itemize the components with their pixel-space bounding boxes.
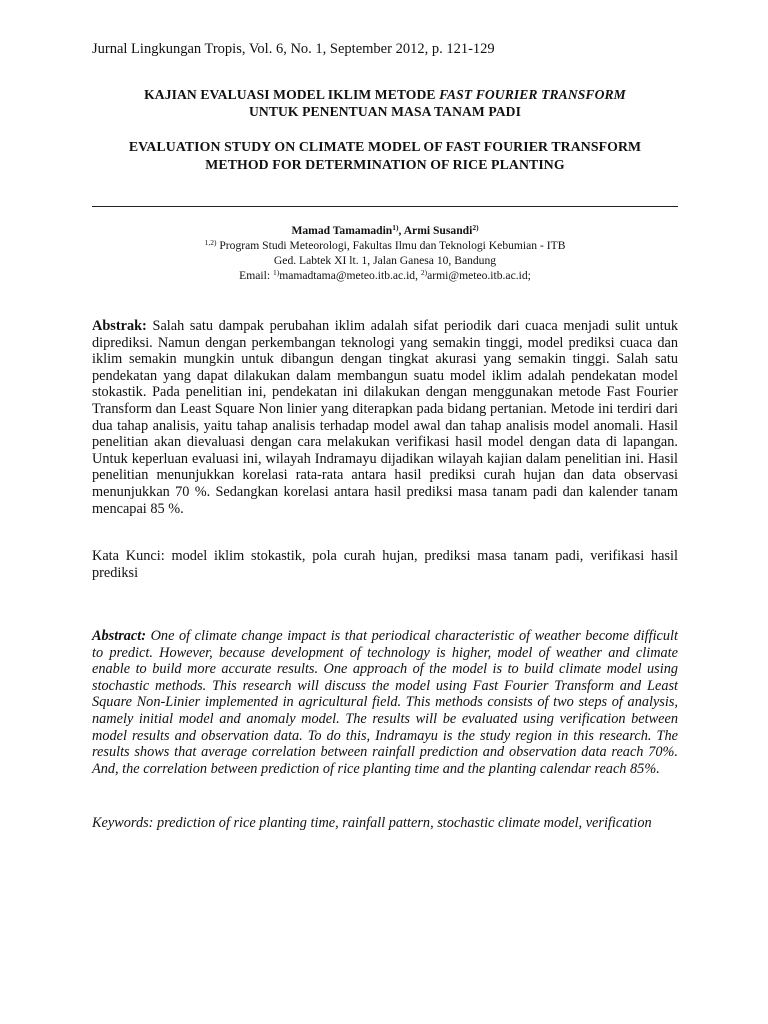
title-indonesian	[92, 86, 678, 120]
title-english-line1: EVALUATION STUDY ON CLIMATE MODEL OF FAST FOURIER TRANSFORM	[128, 139, 642, 154]
keywords-paragraph: Keywords: prediction of rice planting time, rainfall pattern, stochastic climate model, verification	[92, 815, 652, 831]
title-divider	[92, 206, 678, 207]
title-english-line2: METHOD FOR DETERMINATION OF RICE PLANTING	[205, 157, 565, 172]
journal-header: Jurnal Lingkungan Tropis, Vol. 6, No. 1, September 2012, p. 121-129	[92, 41, 495, 57]
abstract-paragraph	[92, 628, 678, 777]
author-address: Ged. Labtek XI lt. 1, Jalan Ganesa 10, Bandung	[273, 254, 497, 267]
title-english	[92, 138, 678, 174]
abstract-text: One of climate change impact is that periodical characteristic of weather become difficult to predict. However, because development of technology is higher, model of weather and climate enable to build more accurate results. One approach of the model is to build climate model using stochastic methods. This research will discuss the model using Fast Fourier Transform and Least Square Non-Linier implemented in agricultural field. This methods consists of two steps of analysis, namely initial model and anomaly model. The results will be evaluated using verification between model results and observation data. To do this, Indramayu is the study region in this research. The results shows that average correlation between rainfall prediction and observation data reach 70%. And, the correlation between prediction of rice planting time and the planting calendar reach 85%.	[92, 628, 678, 777]
author-names: Mamad Tamamadin$^{1)}$, Armi Susandi$^{2)}$	[291, 223, 479, 237]
abstrak-text: Salah satu dampak perubahan iklim adalah sifat periodik dari cuaca menjadi sulit untuk diprediksi. Namun dengan perkembangan teknologi yang semakin tinggi, model prediksi cuaca dan iklim semakin mungkin untuk dibangun dengan tingkat akurasi yang semakin tinggi. Salah satu pendekatan yang dapat dilakukan dalam membangun suatu model iklim adalah pendekatan model stokastik. Pada penelitian ini, pendekatan ini dilakukan dengan menggunakan metode Fast Fourier Transform dan Least Square Non linier yang diterapkan pada bidang pertanian. Metode ini terdiri dari dua tahap analisis, yaitu tahap analisis terhadap model awal dan tahap analisis model anomali. Hasil penelitian akan dievaluasi dengan cara melakukan verifikasi hasil model dengan data di lapangan. Untuk keperluan evaluasi ini, wilayah Indramayu dijadikan wilayah kajian dalam penelitian ini. Hasil penelitian menunjukkan korelasi rata-rata antara hasil prediksi curah hujan dan data observasi menunjukkan 70 %. Sedangkan korelasi antara hasil prediksi masa tanam padi dan kalender tanam mencapai 85 %.	[92, 318, 678, 517]
author-affiliation: $^{1,2)}$ Program Studi Meteorologi, Fakultas Ilmu dan Teknologi Kebumian - ITB	[204, 238, 566, 252]
author-email: Email: $^{1)}$mamadtama@meteo.itb.ac.id, $^{2)}$armi@meteo.itb.ac.id;	[239, 268, 531, 282]
abstract-label: Abstract:	[92, 628, 147, 644]
kata-kunci-paragraph: Kata Kunci: model iklim stokastik, pola curah hujan, prediksi masa tanam padi, verifikasi hasil prediksi	[92, 548, 678, 581]
title-indonesian-line2: UNTUK PENENTUAN MASA TANAM PADI	[249, 104, 521, 119]
abstrak-paragraph	[92, 318, 678, 517]
abstrak-label: Abstrak:	[92, 318, 147, 334]
title-indonesian-line1: KAJIAN EVALUASI MODEL IKLIM METODE FAST FOURIER TRANSFORM	[144, 87, 626, 102]
